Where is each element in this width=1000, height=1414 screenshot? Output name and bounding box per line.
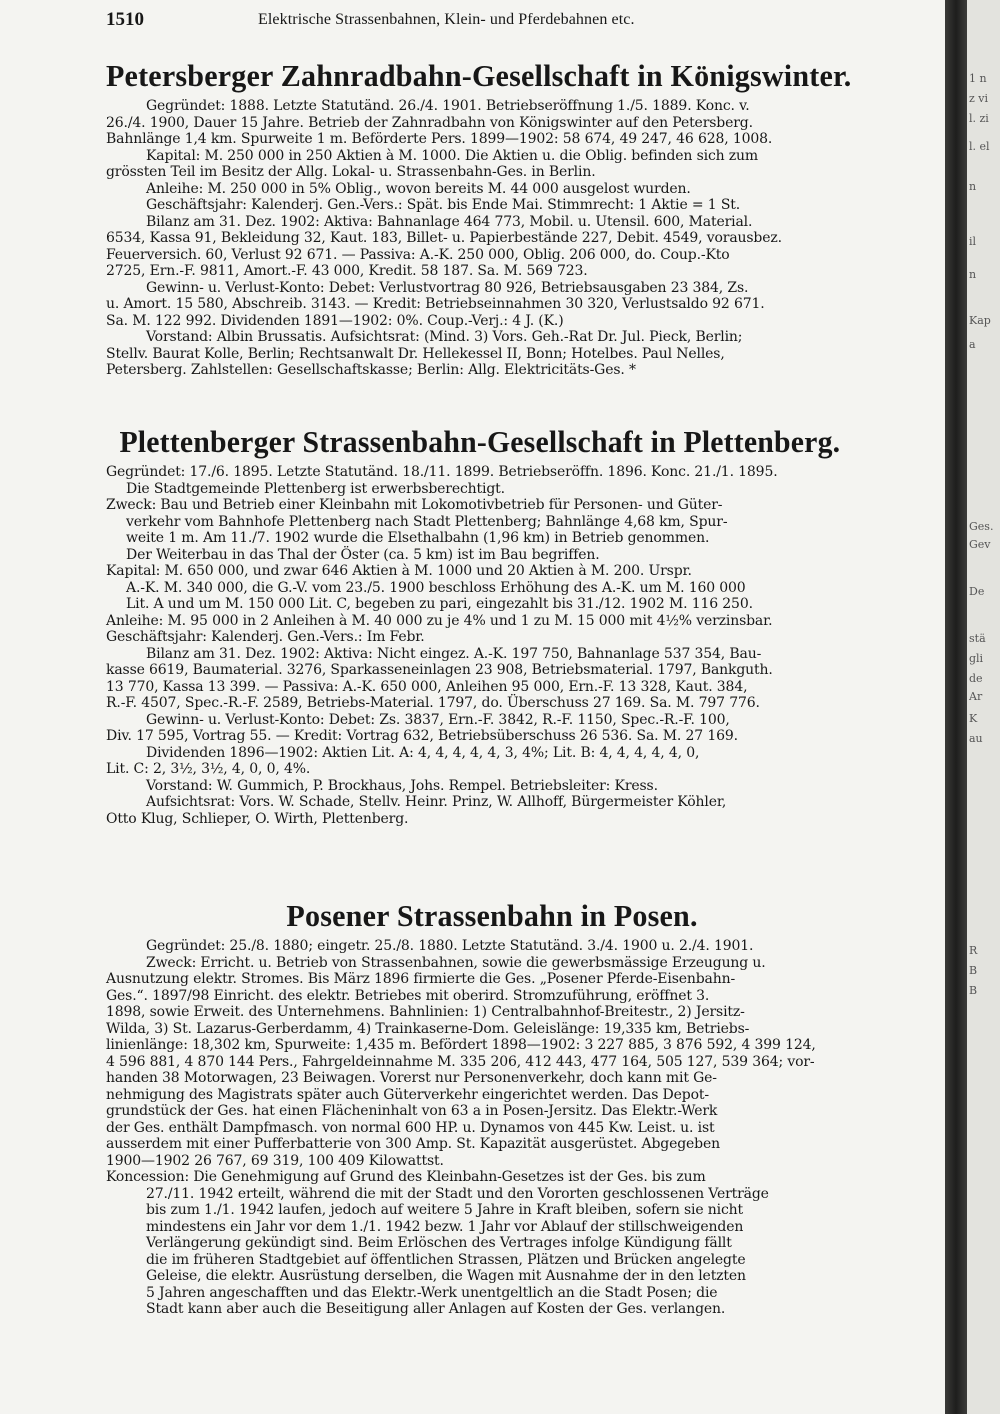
margin-fragment: B [969,984,978,997]
text-line: Sa. M. 122 992. Dividenden 1891—1902: 0%. Coup.-Verj.: 4 J. (K.) [106,312,564,329]
margin-fragment: de [969,672,983,685]
text-line: A.-K. M. 340 000, die G.-V. vom 23./5. 1900 beschloss Erhöhung des A.-K. um M. 160 000 [126,579,746,596]
page-header [106,9,936,37]
text-line: Geleise, die elektr. Ausrüstung derselben, die Wagen mit Ausnahme der in den letzten [146,1268,746,1284]
book-gutter [945,0,967,1414]
text-line: Geschäftsjahr: Kalenderj. Gen.-Vers.: Spät. bis Ende Mai. Stimmrecht: 1 Aktie = 1 St. [146,197,741,213]
text-line: Anleihe: M. 250 000 in 5% Oblig., wovon bereits M. 44 000 ausgelost wurden. [146,180,691,197]
text-line: mindestens ein Jahr vor dem 1./1. 1942 bezw. 1 Jahr vor Ablauf der stillschweigenden [146,1218,744,1235]
entry-posener [106,898,942,1318]
text-line: der Ges. enthält Dampfmasch. von normal 600 HP. u. Dynamos von 445 Kw. Leist. u. ist [106,1119,715,1136]
text-line: handen 38 Motorwagen, 23 Beiwagen. Vorerst nur Personenverkehr, doch kann mit Ge- [106,1070,717,1086]
margin-fragment: n [969,268,977,281]
text-line: Die Stadtgemeinde Plettenberg ist erwerbsberechtigt. [126,480,505,497]
text-line: die im früheren Stadtgebiet auf öffentlichen Strassen, Plätzen und Brücken angelegte [146,1251,746,1268]
text-line: 27./11. 1942 erteilt, während die mit der Stadt und den Vororten geschlossenen Verträge [146,1185,769,1202]
text-line: Bilanz am 31. Dez. 1902: Aktiva: Nicht eingez. A.-K. 197 750, Bahnanlage 537 354, Bau- [146,645,762,662]
margin-fragment: De [969,585,985,598]
text-line: Gegründet: 25./8. 1880; eingetr. 25./8. 1880. Letzte Statutänd. 3./4. 1900 u. 2./4. 1901. [146,938,754,954]
text-line: Stellv. Baurat Kolle, Berlin; Rechtsanwalt Dr. Hellekessel II, Bonn; Hotelbes. Paul Nelles, [106,345,725,362]
margin-fragment: Ar [969,690,983,703]
text-line: Vorstand: Albin Brussatis. Aufsichtsrat: (Mind. 3) Vors. Geh.-Rat Dr. Jul. Pieck, Berlin; [146,329,743,345]
margin-fragment: B [969,964,978,977]
text-line: Gegründet: 17./6. 1895. Letzte Statutänd. 18./11. 1899. Betriebseröffn. 1896. Konc. 21./1. 1895. [106,464,778,480]
margin-fragment: au [969,732,983,745]
text-line: Petersberg. Zahlstellen: Gesellschaftskasse; Berlin: Allg. Elektricitäts-Ges. * [106,362,636,378]
text-line: u. Amort. 15 580, Abschreib. 3143. — Kredit: Betriebseinnahmen 30 320, Verlustsaldo 92 671. [106,296,765,312]
entry-title: Petersberger Zahnradbahn-Gesellschaft in Königswinter. [106,58,852,93]
text-line: 13 770, Kassa 13 399. — Passiva: A.-K. 650 000, Anleihen 95 000, Ern.-F. 13 328, Kaut. 384, [106,678,748,695]
margin-fragment: Ges. [969,520,994,533]
text-line: verkehr vom Bahnhofe Plettenberg nach Stadt Plettenberg; Bahnlänge 4,68 km, Spur- [126,513,728,530]
margin-fragment: gli [969,652,984,665]
text-line: bis zum 1./1. 1942 laufen, jedoch auf weitere 5 Jahre in Kraft bleiben, sofern sie nicht [146,1202,744,1218]
text-line: Bahnlänge 1,4 km. Spurweite 1 m. Beförderte Pers. 1899—1902: 58 674, 49 247, 46 628, 1008. [106,131,773,147]
text-line: 1898, sowie Erweit. des Unternehmens. Bahnlinien: 1) Centralbahnhof-Breitestr., 2) Jersitz- [106,1004,745,1020]
text-line: 6534, Kassa 91, Bekleidung 32, Kaut. 183, Billet- u. Papierbestände 227, Debit. 4549, vorausbez. [106,230,782,246]
text-line: Feuerversich. 60, Verlust 92 671. — Passiva: A.-K. 250 000, Oblig. 206 000, do. Coup.-Kto [106,246,730,263]
page-number: 1510 [106,9,144,30]
text-line: weite 1 m. Am 11./7. 1902 wurde die Elsethalbahn (1,96 km) in Betrieb genommen. [126,530,710,546]
text-line: Otto Klug, Schlieper, O. Wirth, Plettenberg. [106,810,409,827]
margin-fragment: l. zi [969,112,989,125]
margin-fragment: z vi [969,92,989,105]
text-line: ausserdem mit einer Pufferbatterie von 300 Amp. St. Kapazität ausgerüstet. Abgegeben [106,1136,720,1152]
text-line: Wilda, 3) St. Lazarus-Gerberdamm, 4) Trainkaserne-Dom. Geleislänge: 19,335 km, Betriebs- [106,1020,750,1037]
text-line: Lit. A und um M. 150 000 Lit. C, begeben zu pari, eingezahlt bis 31./12. 1902 M. 116 250. [126,596,753,612]
text-line: grundstück der Ges. hat einen Flächeninhalt von 63 a in Posen-Jersitz. Das Elektr.-Werk [106,1103,718,1119]
margin-fragment: stä [969,632,986,645]
text-line: 4 596 881, 4 870 144 Pers., Fahrgeldeinnahme M. 335 206, 412 443, 477 164, 505 127, 539 364; vor- [106,1053,815,1070]
text-line: Lit. C: 2, 3½, 3½, 4, 0, 0, 4%. [106,761,311,777]
text-line: Zweck: Erricht. u. Betrieb von Strassenbahnen, sowie die gewerbsmässige Erzeugung u. [146,954,766,971]
entry-title: Posener Strassenbahn in Posen. [286,898,698,933]
text-line: 1900—1902 26 767, 69 319, 100 409 Kilowattst. [106,1152,444,1169]
text-line: Gewinn- u. Verlust-Konto: Debet: Verlustvortrag 80 926, Betriebsausgaben 23 384, Zs. [146,279,749,296]
margin-fragment: Kap [969,314,991,327]
text-line: kasse 6619, Baumaterial. 3276, Sparkasseneinlagen 23 908, Betriebsmaterial. 1797, Bankguth. [106,662,773,678]
text-line: Der Weiterbau in das Thal der Öster (ca. 5 km) ist im Bau begriffen. [126,546,600,563]
text-line: Zweck: Bau und Betrieb einer Kleinbahn mit Lokomotivbetrieb für Personen- und Güter- [106,497,723,513]
margin-fragment: a [969,338,976,351]
margin-fragment: n [969,180,977,193]
text-line: Ges.“. 1897/98 Einricht. des elektr. Betriebes mit oberird. Stromzuführung, eröffnet 3. [106,987,710,1004]
margin-fragment: l. el [969,140,990,153]
text-line: nehmigung des Magistrats später auch Güterverkehr eingerichtet werden. Das Depot- [106,1086,709,1103]
text-line: Gegründet: 1888. Letzte Statutänd. 26./4. 1901. Betriebseröffnung 1./5. 1889. Konc. v. [146,98,750,114]
text-line: grössten Teil im Besitz der Allg. Lokal- u. Strassenbahn-Ges. in Berlin. [106,164,596,180]
text-line: linienlänge: 18,302 km, Spurweite: 1,435 m. Befördert 1898—1902: 3 227 885, 3 876 592, 4 399 124, [106,1037,816,1053]
margin-fragment: K [969,712,978,725]
text-line: 2725, Ern.-F. 9811, Amort.-F. 43 000, Kredit. 58 187. Sa. M. 569 723. [106,263,588,279]
margin-fragment: Gev [969,538,991,551]
text-line: Gewinn- u. Verlust-Konto: Debet: Zs. 3837, Ern.-F. 3842, R.-F. 1150, Spec.-R.-F. 100, [146,711,730,728]
text-line: Kapital: M. 650 000, und zwar 646 Aktien à M. 1000 und 20 Aktien à M. 200. Urspr. [106,563,692,579]
text-line: Div. 17 595, Vortrag 55. — Kredit: Vortrag 632, Betriebsüberschuss 26 536. Sa. M. 27 169. [106,728,738,744]
entry-petersberger [106,58,942,379]
text-line: 26./4. 1900, Dauer 15 Jahre. Betrieb der Zahnradbahn von Königswinter auf den Petersberg. [106,114,753,131]
text-line: Geschäftsjahr: Kalenderj. Gen.-Vers.: Im Febr. [106,629,425,645]
text-line: Stadt kann aber auch die Beseitigung aller Anlagen auf Kosten der Ges. verlangen. [146,1301,726,1317]
text-line: 5 Jahren angeschafften und das Elektr.-Werk unentgeltlich an die Stadt Posen; die [146,1284,718,1301]
margin-fragment: R [969,944,978,957]
text-line: Ausnutzung elektr. Stromes. Bis März 1896 firmierte die Ges. „Posener Pferde-Eisenbahn- [106,971,736,987]
margin-fragment: il [969,235,977,248]
text-line: Bilanz am 31. Dez. 1902: Aktiva: Bahnanlage 464 773, Mobil. u. Utensil. 600, Material. [146,213,753,230]
running-title: Elektrische Strassenbahnen, Klein- und Pferdebahnen etc. [258,11,635,28]
text-line: R.-F. 4507, Spec.-R.-F. 2589, Betriebs-Material. 1797, do. Überschuss 27 169. Sa. M. 797 776. [106,695,760,711]
text-line: Aufsichtsrat: Vors. W. Schade, Stellv. Heinr. Prinz, W. Allhoff, Bürgermeister Köhler, [146,794,727,810]
text-line: Koncession: Die Genehmigung auf Grund des Kleinbahn-Gesetzes ist der Ges. bis zum [106,1169,706,1185]
text-line: Anleihe: M. 95 000 in 2 Anleihen à M. 40 000 zu je 4% und 1 zu M. 15 000 mit 4½% verzinsbar. [106,612,773,629]
text-line: Dividenden 1896—1902: Aktien Lit. A: 4, 4, 4, 4, 4, 3, 4%; Lit. B: 4, 4, 4, 4, 4, 0, [146,744,700,761]
entry-title: Plettenberger Strassenbahn-Gesellschaft in Plettenberg. [119,424,841,459]
text-line: Vorstand: W. Gummich, P. Brockhaus, Johs. Rempel. Betriebsleiter: Kress. [146,777,658,794]
entry-plettenberger [106,424,942,827]
text-line: Kapital: M. 250 000 in 250 Aktien à M. 1000. Die Aktien u. die Oblig. befinden sich zum [146,147,759,164]
margin-fragment: 1 n [969,72,987,85]
facing-page-edge [967,0,1000,1414]
text-line: Verlängerung gekündigt sind. Beim Erlöschen des Vertrages infolge Kündigung fällt [146,1235,732,1251]
